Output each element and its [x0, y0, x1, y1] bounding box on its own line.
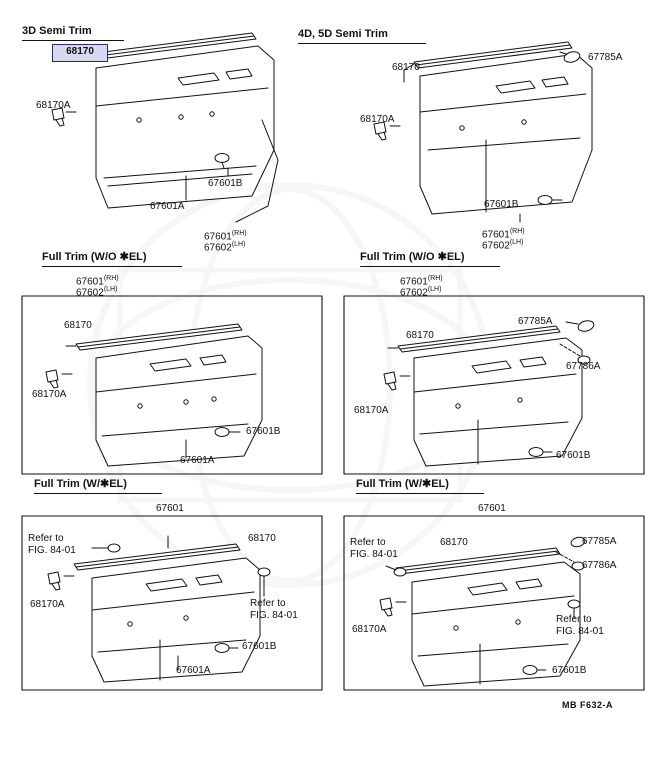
- caption-67602-s4: $67602^{(LH)}$: [400, 286, 442, 299]
- label-67601B-s4: 67601B: [556, 450, 591, 461]
- label-67601B-s2: 67601B: [484, 199, 519, 210]
- label-67601A-s5: 67601A: [176, 665, 211, 676]
- label-68170A-s2: 68170A: [360, 114, 395, 125]
- section-title-3d-semi-trim: 3D Semi Trim: [22, 25, 124, 41]
- label-68170A-s6: 68170A: [352, 624, 387, 635]
- label-68170A-s3: 68170A: [32, 389, 67, 400]
- highlighted-part-label: 68170: [66, 46, 94, 57]
- label-67785A-s2: 67785A: [588, 52, 623, 63]
- label-refer-1-s6: Refer to: [350, 537, 386, 548]
- label-refer-fig-1-s6: FIG. 84-01: [350, 549, 398, 560]
- highlighted-part-68170[interactable]: [52, 44, 108, 62]
- label-68170A-s4: 68170A: [354, 405, 389, 416]
- label-68170A-s5: 68170A: [30, 599, 65, 610]
- label-67601-s2: $67601^{(RH)}$: [482, 228, 525, 241]
- label-67601B-s3: 67601B: [246, 426, 281, 437]
- label-67602-s2: $67602^{(LH)}$: [482, 239, 524, 252]
- caption-67601-s5: 67601: [156, 503, 184, 514]
- label-67601B-s1: 67601B: [208, 178, 243, 189]
- label-68170-s5: 68170: [248, 533, 276, 544]
- label-67601B-s6: 67601B: [552, 665, 587, 676]
- caption-67601-s4: $67601^{(RH)}$: [400, 275, 443, 288]
- label-refer-2-s6: Refer to: [556, 614, 592, 625]
- label-68170A-s1: 68170A: [36, 100, 71, 111]
- label-refer-1-s5: Refer to: [28, 533, 64, 544]
- label-68170-s6: 68170: [440, 537, 468, 548]
- label-68170-s2: 68170: [392, 62, 420, 73]
- label-67785A-s6: 67785A: [582, 536, 617, 547]
- section-title-full-trim-wo-el-left: Full Trim (W/O ✱EL): [42, 250, 182, 267]
- caption-67602-s3: $67602^{(LH)}$: [76, 286, 118, 299]
- label-67786A-s6: 67786A: [582, 560, 617, 571]
- label-67601A-s1: 67601A: [150, 201, 185, 212]
- caption-67601-s3: $67601^{(RH)}$: [76, 275, 119, 288]
- label-refer-fig-2-s6: FIG. 84-01: [556, 626, 604, 637]
- label-67601A-s3: 67601A: [180, 455, 215, 466]
- section-title-full-trim-w-el-right: Full Trim (W/✱EL): [356, 477, 484, 494]
- diagram-footer-code: MB F632-A: [562, 700, 614, 710]
- label-68170-s3: 68170: [64, 320, 92, 331]
- label-refer-2-s5: Refer to: [250, 598, 286, 609]
- label-67601B-s5: 67601B: [242, 641, 277, 652]
- label-67786A-s4: 67786A: [566, 361, 601, 372]
- caption-67601-s6: 67601: [478, 503, 506, 514]
- label-refer-fig-1-s5: FIG. 84-01: [28, 545, 76, 556]
- section-title-4d5d-semi-trim: 4D, 5D Semi Trim: [298, 28, 426, 44]
- label-68170-s4: 68170: [406, 330, 434, 341]
- label-67602-s1: $67602^{(LH)}$: [204, 241, 246, 254]
- label-refer-fig-2-s5: FIG. 84-01: [250, 610, 298, 621]
- section-title-full-trim-w-el-left: Full Trim (W/✱EL): [34, 477, 162, 494]
- label-67601-s1: $67601^{(RH)}$: [204, 230, 247, 243]
- label-67785A-s4: 67785A: [518, 316, 553, 327]
- section-title-full-trim-wo-el-right: Full Trim (W/O ✱EL): [360, 250, 500, 267]
